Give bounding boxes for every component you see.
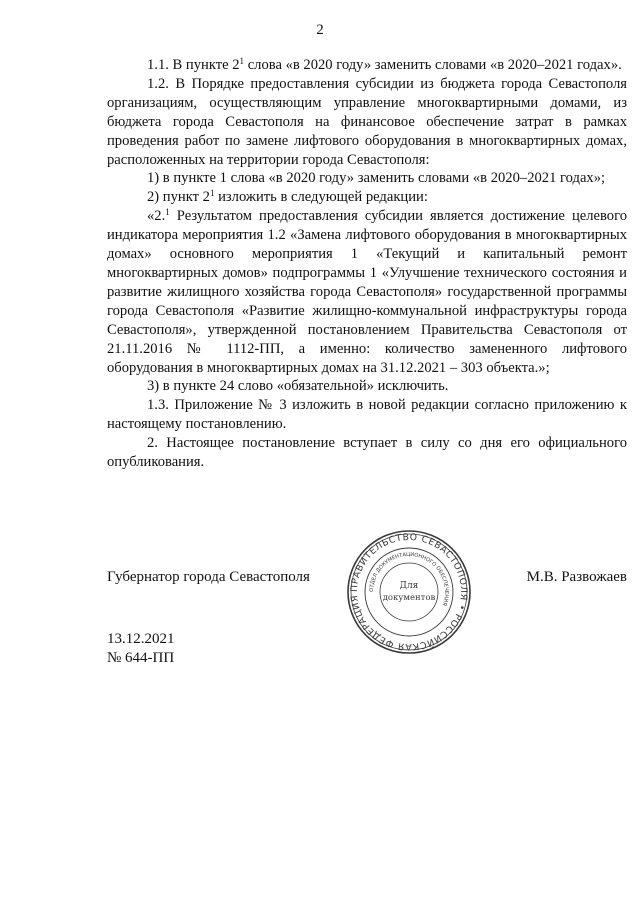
paragraph-1-3: 1.3. Приложение № 3 изложить в новой редакции согласно приложению к настоящему постановлению.	[107, 397, 627, 433]
page-number: 2	[316, 22, 324, 38]
paragraph-quoted-2-1: «2.$^1$ Результатом предоставления субсидии является достижение целевого индикатора мероприятия 1.2 «Замена лифтового оборудования в многоквартирных домах» основного мероприятия 1 «Текущий и капитальный ремонт многоквартирных домов» подпрограммы 1 «Улучшение технического состояния и развитие жилищного хозяйства города Севастополя» государственной программы города Севастополя «Развитие жилищно-коммунальной инфраструктуры города Севастополя», утвержденной постановлением Правительства Севастополя от 21.11.2016 № 1112-ПП, а именно: количество замененного лифтового оборудования в многоквартирных домах на 31.12.2021 – 303 объекта.»;	[107, 207, 627, 376]
document-number: № 644-ПП	[107, 650, 175, 666]
document-date-block	[107, 630, 175, 668]
seal-rings	[348, 531, 470, 653]
signatory-name: М.В. Развожаев	[526, 569, 627, 585]
paragraph-1-1: 1.1. В пункте $2^1$ слова «в 2020 году» заменить словами «в 2020–2021 годах».	[147, 56, 622, 73]
paragraph-item-3: 3) в пункте 24 слово «обязательной» исключить.	[147, 378, 449, 395]
paragraph-2: 2. Настоящее постановление вступает в силу со дня его официального опубликования.	[107, 435, 627, 471]
seal-center-line-2: документов	[382, 593, 436, 603]
paragraph-1-2: 1.2. В Порядке предоставления субсидии из бюджета города Севастополя организациям, осуществляющим управление многоквартирными домами, из бюджета города Севастополя на финансовое обеспечение затрат в рамках проведения работ по замене лифтового оборудования в многоквартирных домах, расположенных на территории города Севастополя:	[107, 75, 627, 168]
official-seal	[345, 528, 473, 656]
paragraph-item-1: 1) в пункте 1 слова «в 2020 году» заменить словами «в 2020–2021 годах»;	[147, 170, 606, 187]
seal-center-line-1: Для	[399, 581, 419, 591]
seal-inner-text: ОТДЕЛ ДОКУМЕНТАЦИОННОГО ОБЕСПЕЧЕНИЯ	[368, 551, 450, 607]
document-body	[107, 56, 627, 472]
document-date: 13.12.2021	[107, 631, 175, 647]
paragraph-item-2: 2) пункт $2^1$ изложить в следующей редакции:	[147, 188, 428, 206]
seal-outer-text: ПРАВИТЕЛЬСТВО СЕВАСТОПОЛЯ • РОССИЙСКАЯ ФЕДЕРАЦИЯ	[348, 531, 470, 653]
signatory-title: Губернатор города Севастополя	[107, 569, 310, 585]
